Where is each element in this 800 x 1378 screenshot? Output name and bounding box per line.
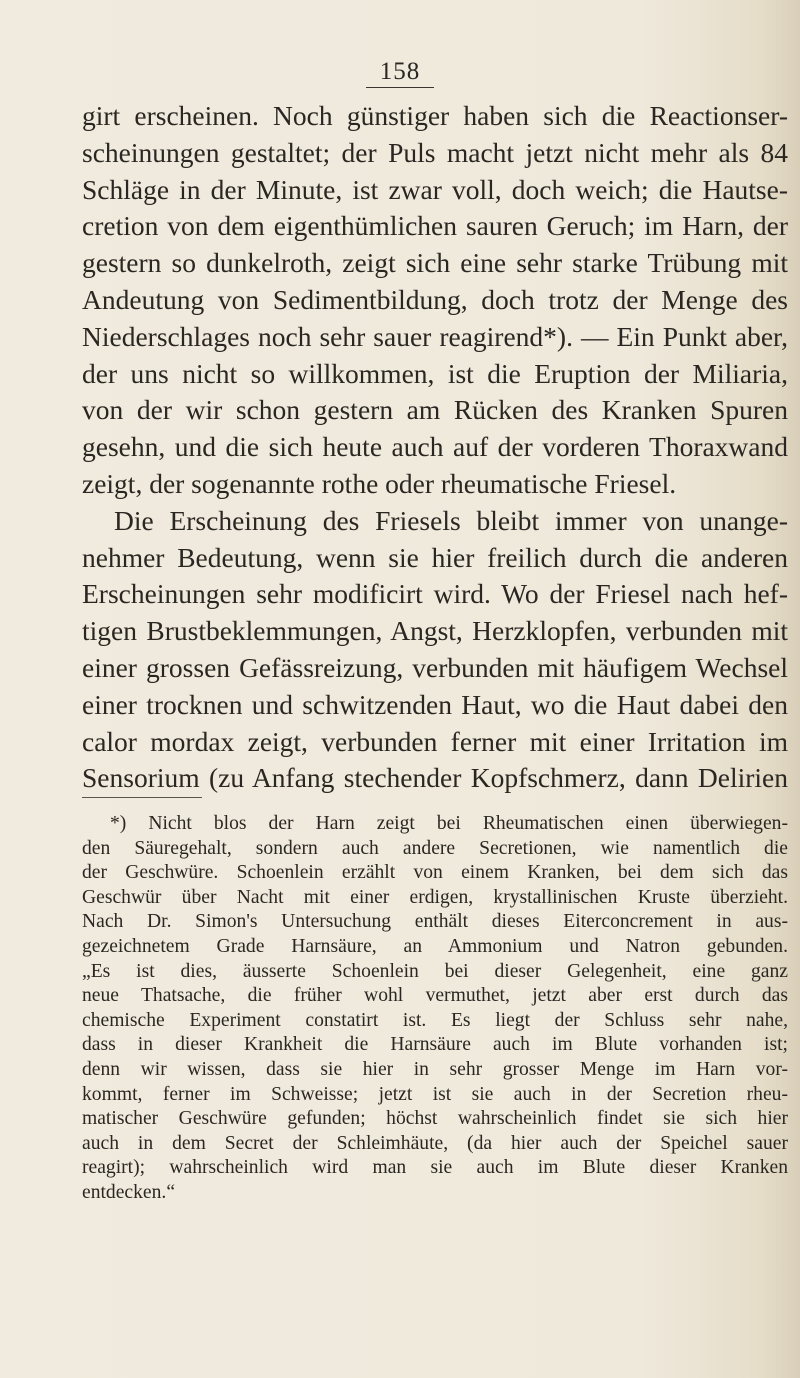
footnote	[82, 812, 788, 1206]
text-line: girt erscheinen. Noch günstiger haben sich die Reactionser-	[82, 100, 788, 131]
text-line: cretion von dem eigenthümlichen sauren Geruch; im Harn, der	[82, 210, 788, 242]
text-line: nehmer Bedeutung, wenn sie hier freilich durch die anderen	[82, 541, 788, 573]
footnote-line: auch in dem Secret der Schleimhäute, (da hier auch der Speichel sauer	[82, 1132, 788, 1154]
text-line: der uns nicht so willkommen, ist die Eruption der Miliaria,	[82, 357, 788, 389]
text-line: gesehn, und die sich heute auch auf der vorderen Thoraxwand	[82, 431, 788, 463]
footnote-line: Geschwür über Nacht mit einer erdigen, krystallinischen Kruste überzieht.	[82, 886, 788, 908]
page-number-text: 158	[366, 58, 435, 88]
footnote-line: chemische Experiment constatirt ist. Es liegt der Schluss sehr nahe,	[82, 1009, 788, 1031]
text-line: Sensorium (zu Anfang stechender Kopfschmerz, dann Delirien	[82, 762, 788, 794]
footnote-line: kommt, ferner im Schweisse; jetzt ist sie auch in der Secretion rheu-	[82, 1083, 788, 1105]
main-text	[82, 98, 788, 797]
text-line: einer grossen Gefässreizung, verbunden mit häufigem Wechsel	[82, 651, 788, 683]
text-line: scheinungen gestaltet; der Puls macht jetzt nicht mehr als 84	[82, 136, 788, 168]
footnote-line: den Säuregehalt, sondern auch andere Secretionen, wie namentlich die	[82, 837, 788, 859]
text-line: Niederschlages noch sehr sauer reagirend*). — Ein Punkt aber,	[82, 320, 788, 352]
footnote-line: dass in dieser Krankheit die Harnsäure auch im Blute vorhanden ist;	[82, 1034, 788, 1056]
text-line: Andeutung von Sedimentbildung, doch trotz der Menge des	[82, 283, 788, 315]
text-line: calor mordax zeigt, verbunden ferner mit einer Irritation im	[82, 725, 788, 757]
footnote-line: entdecken.“	[82, 1181, 176, 1203]
text-line: einer trocknen und schwitzenden Haut, wo die Haut dabei den	[82, 688, 788, 720]
footnote-line: „Es ist dies, äusserte Schoenlein bei dieser Gelegenheit, eine ganz	[82, 960, 788, 982]
text-line: Erscheinungen sehr modificirt wird. Wo der Friesel nach hef-	[82, 578, 788, 610]
text-line: Die Erscheinung des Friesels bleibt immer von unange-	[114, 504, 788, 536]
footnote-line: Nach Dr. Simon's Untersuchung enthält dieses Eiterconcrement in aus-	[82, 911, 788, 933]
text-line: Schläge in der Minute, ist zwar voll, doch weich; die Hautse-	[82, 173, 788, 205]
footnote-line: denn wir wissen, dass sie hier in sehr grosser Menge im Harn vor-	[82, 1058, 788, 1080]
footnote-line: reagirt); wahrscheinlich wird man sie auch im Blute dieser Kranken	[82, 1157, 788, 1179]
footnote-divider	[82, 797, 202, 798]
text-line: gestern so dunkelroth, zeigt sich eine sehr starke Trübung mit	[82, 247, 788, 279]
page-number	[0, 58, 800, 86]
text-line: von der wir schon gestern am Rücken des Kranken Spuren	[82, 394, 788, 426]
text-line: zeigt, der sogenannte rothe oder rheumatische Friesel.	[82, 467, 677, 499]
footnote-line: der Geschwüre. Schoenlein erzählt von einem Kranken, bei dem sich das	[82, 862, 788, 884]
footnote-line: neue Thatsache, die früher wohl vermuthet, jetzt aber erst durch das	[82, 985, 788, 1007]
text-line: tigen Brustbeklemmungen, Angst, Herzklopfen, verbunden mit	[82, 615, 788, 647]
footnote-line: *) Nicht blos der Harn zeigt bei Rheumatischen einen überwiegen-	[110, 813, 788, 834]
footnote-line: gezeichnetem Grade Harnsäure, an Ammonium und Natron gebunden.	[82, 935, 788, 957]
footnote-line: matischer Geschwüre gefunden; höchst wahrscheinlich findet sie sich hier	[82, 1108, 788, 1130]
